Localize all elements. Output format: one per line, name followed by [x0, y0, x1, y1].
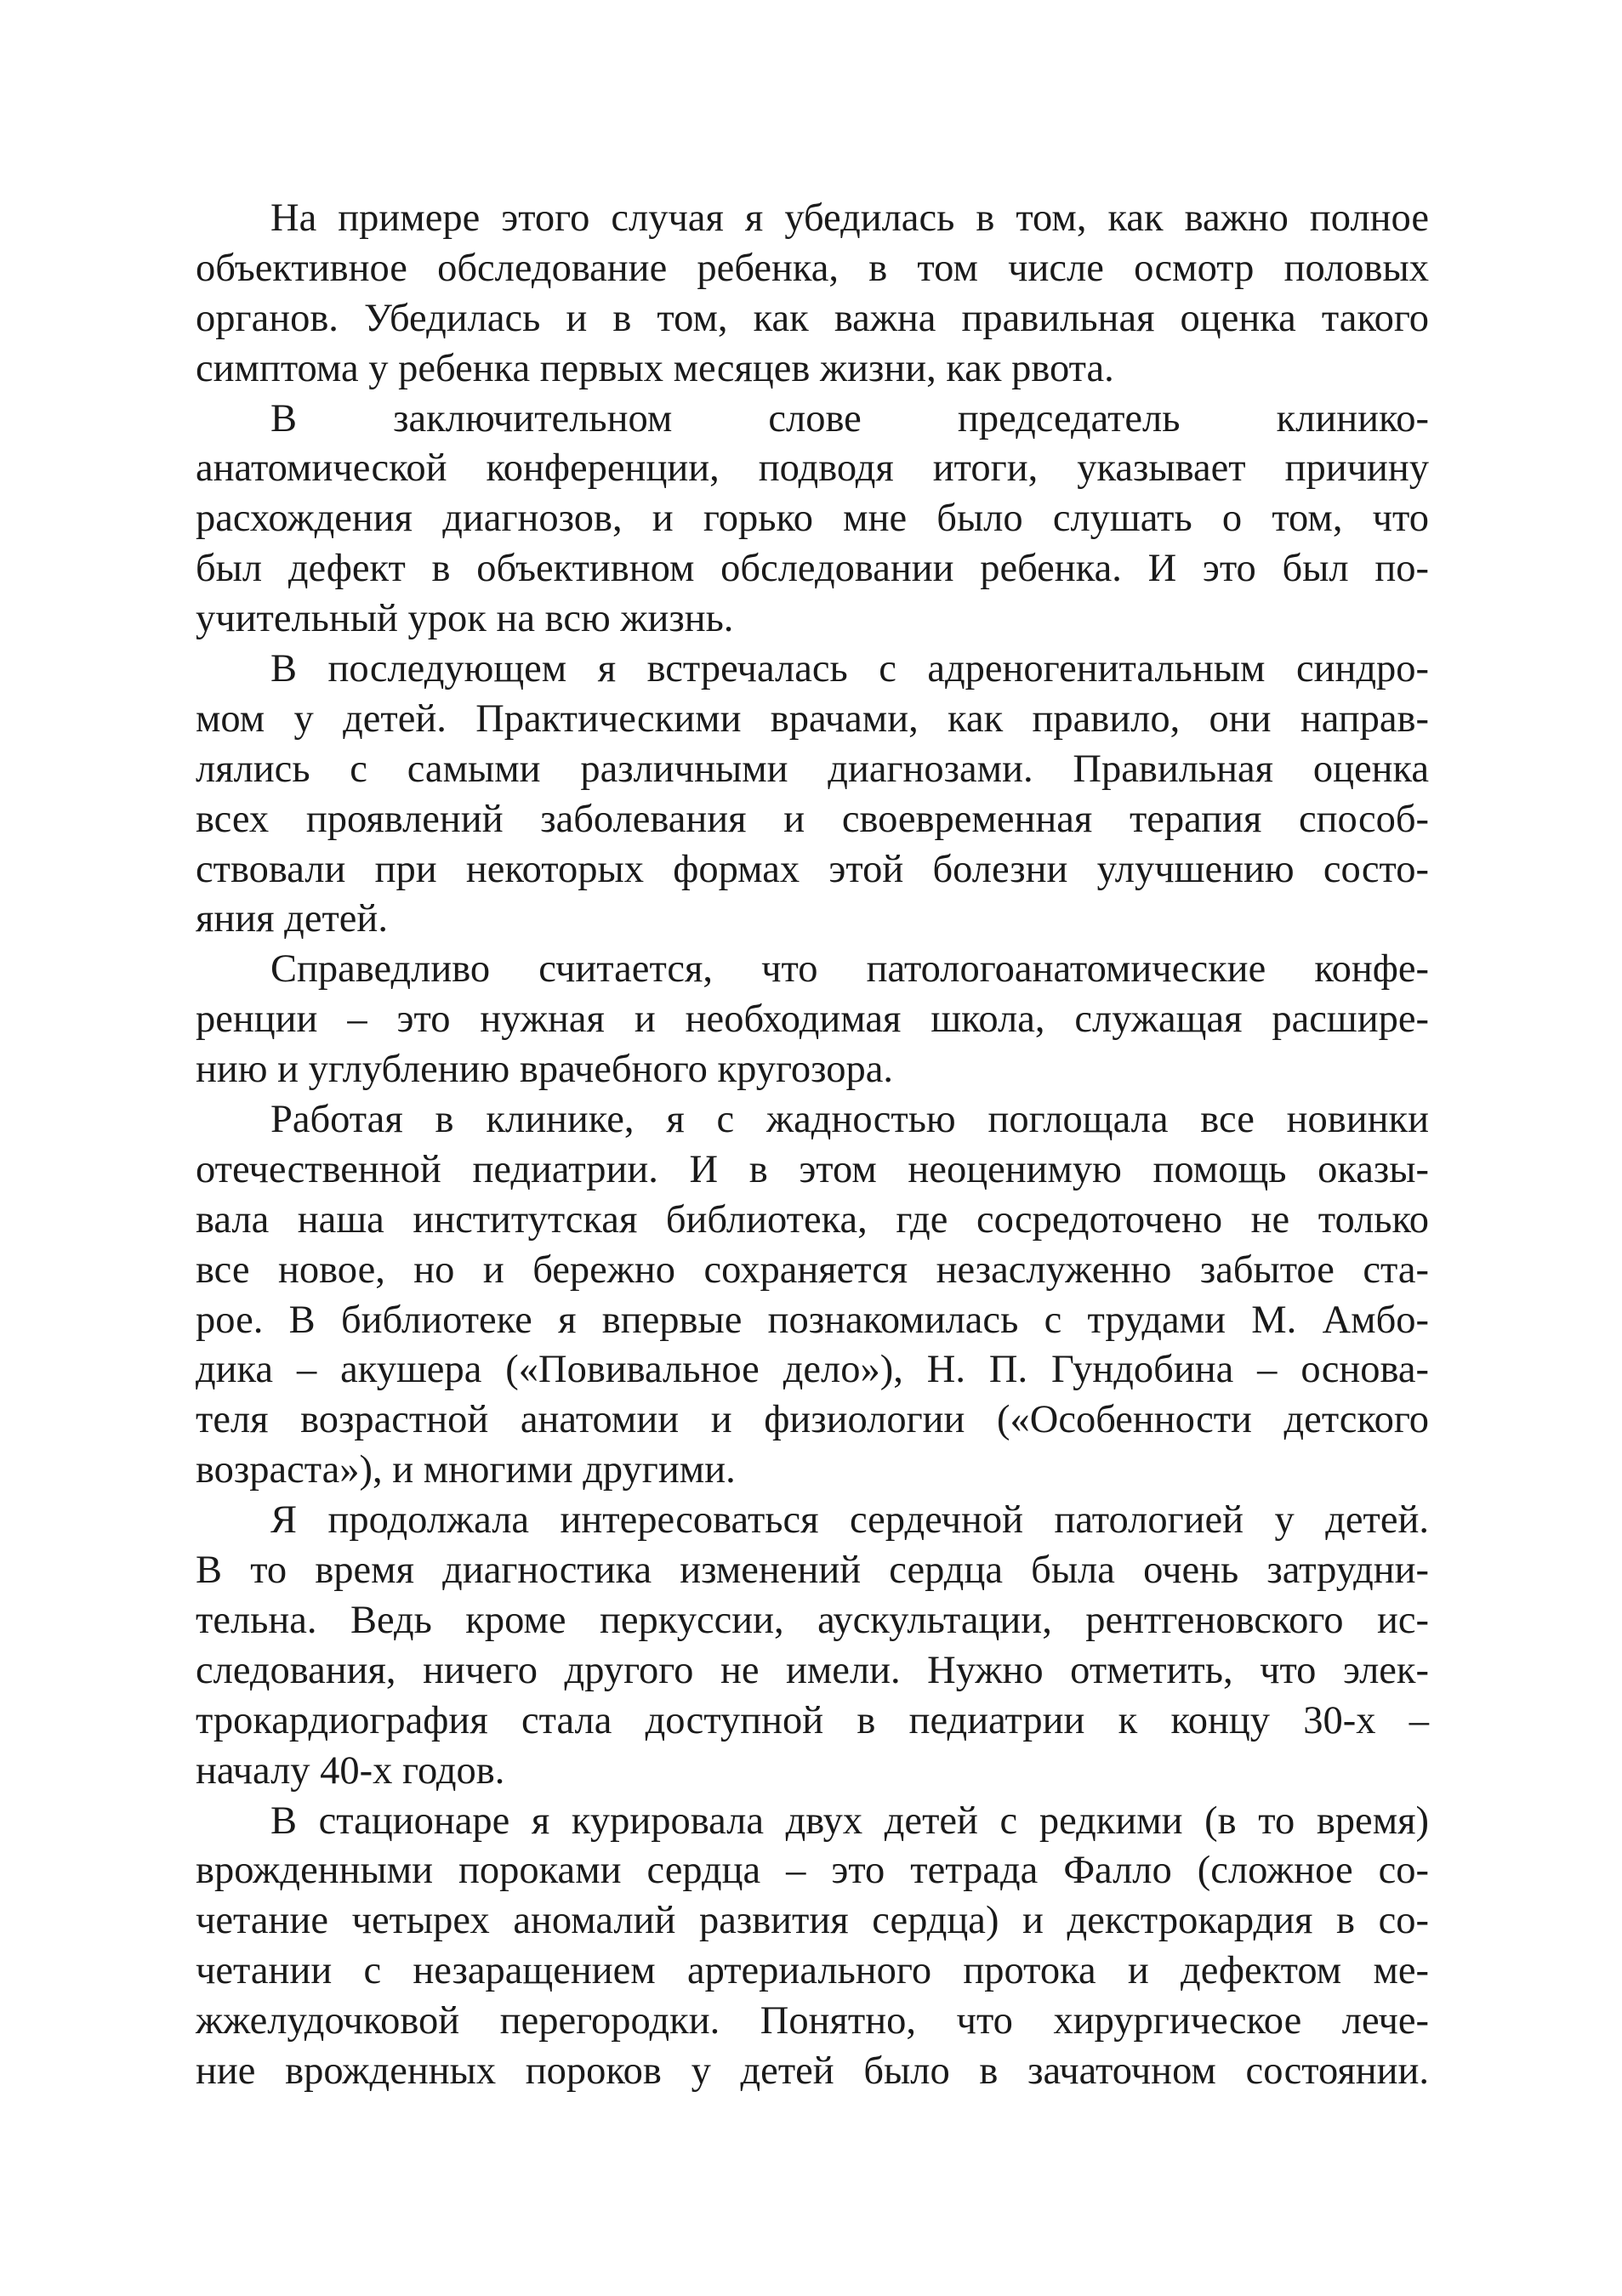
text-line: расхождения диагнозов, и горько мне было слушать о том, что	[196, 497, 1429, 541]
paragraph-3	[196, 645, 1429, 945]
text-line: анатомической конференции, подводя итоги, указывает причину	[196, 446, 1429, 491]
text-line: В заключительном слове председатель клинико-	[270, 396, 1429, 440]
paragraph-6	[196, 1496, 1429, 1796]
text-line: ренции – это нужная и необходимая школа, служащая расшире-	[196, 997, 1429, 1042]
paragraph-1	[196, 194, 1429, 395]
text-line: теля возрастной анатомии и физиологии («Особенности детского	[196, 1398, 1429, 1442]
text-line: возраста»), и многими другими.	[196, 1448, 736, 1492]
text-line: Я продолжала интересоваться сердечной патологией у детей.	[270, 1498, 1429, 1543]
text-line: четании с незаращением артериального протока и дефектом ме-	[196, 1949, 1429, 1993]
text-line: В последующем я встречалась с адреногенитальным синдро-	[270, 647, 1429, 691]
text-line: органов. Убедилась и в том, как важна правильная оценка такого	[196, 296, 1429, 340]
text-line: жжелудочковой перегородки. Понятно, что хирургическое лече-	[196, 1999, 1429, 2043]
text-line: вала наша институтская библиотека, где сосредоточено не только	[196, 1197, 1429, 1242]
text-line: мом у детей. Практическими врачами, как правило, они направ-	[196, 696, 1429, 741]
text-line: следования, ничего другого не имели. Нужно отметить, что элек-	[196, 1648, 1429, 1692]
text-line: В стационаре я курировала двух детей с редкими (в то время)	[270, 1799, 1429, 1843]
paragraph-4	[196, 945, 1429, 1095]
text-line: Работая в клинике, я с жадностью поглощала все новинки	[270, 1098, 1429, 1142]
text-line: ние врожденных пороков у детей было в зачаточном состоянии.	[196, 2049, 1429, 2093]
text-line: Справедливо считается, что патологоанатомические конфе-	[270, 947, 1429, 992]
body-text	[196, 194, 1429, 2097]
text-line: отечественной педиатрии. И в этом неоценимую помощь оказы-	[196, 1147, 1429, 1191]
text-line: тельна. Ведь кроме перкуссии, аускультации, рентгеновского ис-	[196, 1598, 1429, 1642]
paragraph-2	[196, 395, 1429, 645]
text-line: четание четырех аномалий развития сердца) и декстрокардия в со-	[196, 1899, 1429, 1943]
text-line: трокардиография стала доступной в педиатрии к концу 30-х –	[196, 1698, 1429, 1742]
text-line: ствовали при некоторых формах этой болезни улучшению состо-	[196, 847, 1429, 891]
text-line: началу 40-х годов.	[196, 1748, 505, 1793]
text-line: симптома у ребенка первых месяцев жизни, как рвота.	[196, 346, 1114, 390]
text-line: объективное обследование ребенка, в том числе осмотр половых	[196, 246, 1429, 290]
text-line: яния детей.	[196, 897, 388, 941]
text-line: дика – акушера («Повивальное дело»), Н. П. Гундобина – основа-	[196, 1348, 1429, 1392]
text-line: лялись с самыми различными диагнозами. Правильная оценка	[196, 747, 1429, 791]
text-line: учительный урок на всю жизнь.	[196, 597, 734, 641]
text-line: В то время диагностика изменений сердца была очень затрудни-	[196, 1549, 1429, 1593]
text-line: всех проявлений заболевания и своевременная терапия способ-	[196, 797, 1429, 841]
paragraph-7	[196, 1797, 1429, 2097]
text-line: все новое, но и бережно сохраняется незаслуженно забытое ста-	[196, 1247, 1429, 1292]
text-line: рое. В библиотеке я впервые познакомилась с трудами М. Амбо-	[196, 1298, 1429, 1342]
text-line: врожденными пороками сердца – это тетрада Фалло (сложное со-	[196, 1849, 1429, 1893]
text-line: На примере этого случая я убедилась в том, как важно полное	[270, 196, 1429, 240]
paragraph-5	[196, 1095, 1429, 1496]
text-line: нию и углублению врачебного кругозора.	[196, 1048, 894, 1092]
text-line: был дефект в объективном обследовании ребенка. И это был по-	[196, 547, 1429, 591]
